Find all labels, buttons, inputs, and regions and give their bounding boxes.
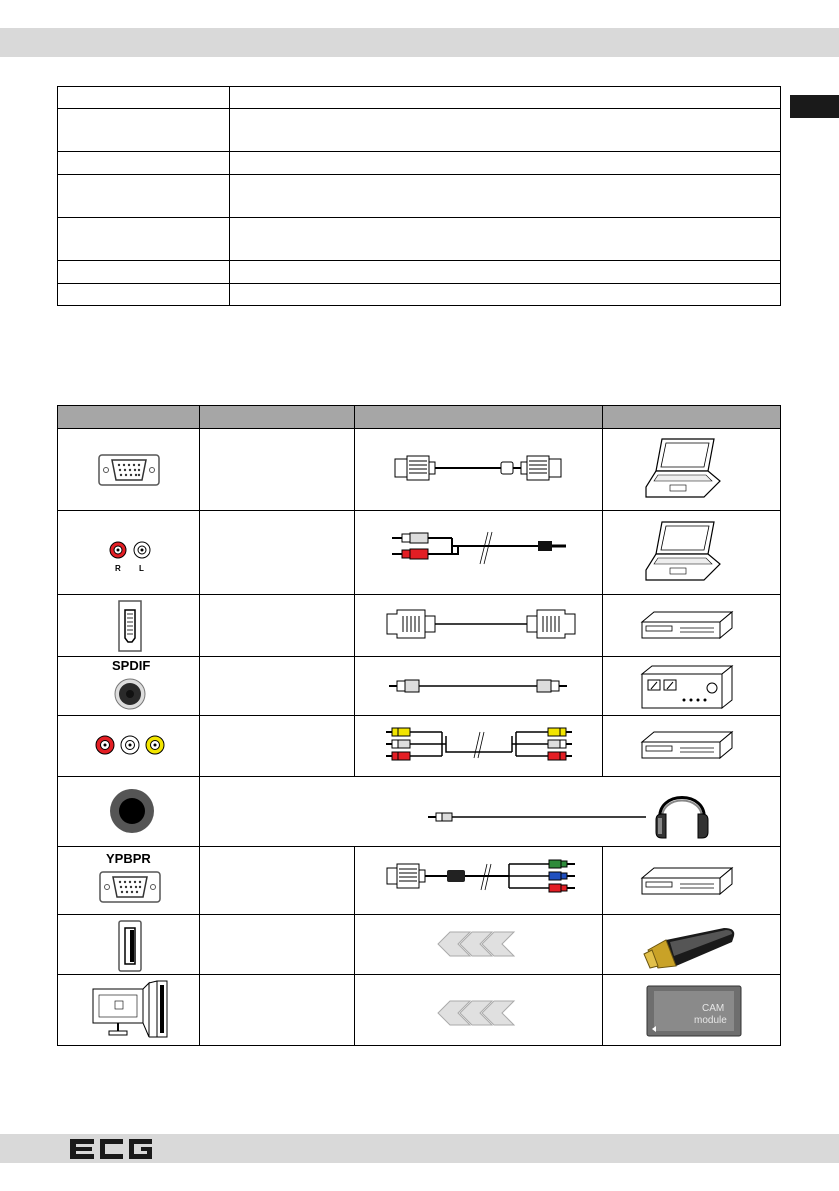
cam-text: CAM [702, 1003, 725, 1014]
spdif-port-icon [110, 658, 166, 714]
amplifier-icon [640, 664, 734, 712]
headphone-cable-icon [426, 809, 648, 825]
usb-port-icon [118, 920, 142, 972]
spec-row [58, 109, 780, 152]
vga-cable-icon [393, 451, 568, 485]
rca-to-jack-cable-icon [388, 524, 578, 572]
r-label: R [115, 564, 121, 573]
vga-port-icon [98, 454, 160, 486]
ci-slot-icon [91, 979, 169, 1041]
language-tab [790, 95, 839, 118]
hdmi-port-icon [118, 600, 142, 652]
connection-table [57, 405, 781, 1046]
av-cable-icon [384, 724, 574, 766]
dvd-player-icon [640, 730, 734, 760]
usb-stick-icon [640, 922, 738, 970]
module-text: module [694, 1015, 727, 1026]
spec-row [58, 87, 780, 109]
av-port-icon [94, 734, 166, 756]
spec-row [58, 152, 780, 175]
headphone-port-icon [108, 787, 156, 835]
rca-audio-port-icon [106, 539, 156, 579]
insert-arrows-icon [436, 1000, 522, 1026]
dvd-player-icon [640, 866, 734, 896]
top-band [0, 28, 839, 57]
spec-row [58, 284, 780, 305]
spec-row [58, 175, 780, 218]
specification-table [57, 86, 781, 306]
connection-table-header [58, 406, 780, 429]
insert-arrows-icon [436, 931, 522, 957]
ypbpr-port-icon [98, 850, 164, 908]
dvd-player-icon [640, 610, 734, 640]
hdmi-cable-icon [383, 604, 579, 644]
laptop-icon [644, 520, 724, 582]
spec-row [58, 218, 780, 261]
spdif-label: SPDIF [112, 658, 151, 673]
l-label: L [139, 564, 144, 573]
spec-row [58, 261, 780, 284]
ypbpr-cable-icon [385, 856, 581, 898]
ypbpr-label: YPBPR [106, 851, 151, 866]
cam-module-icon [646, 985, 742, 1037]
headphones-icon [652, 780, 712, 842]
laptop-icon [644, 437, 724, 499]
coaxial-cable-icon [387, 676, 569, 696]
ecg-logo [68, 1137, 154, 1161]
